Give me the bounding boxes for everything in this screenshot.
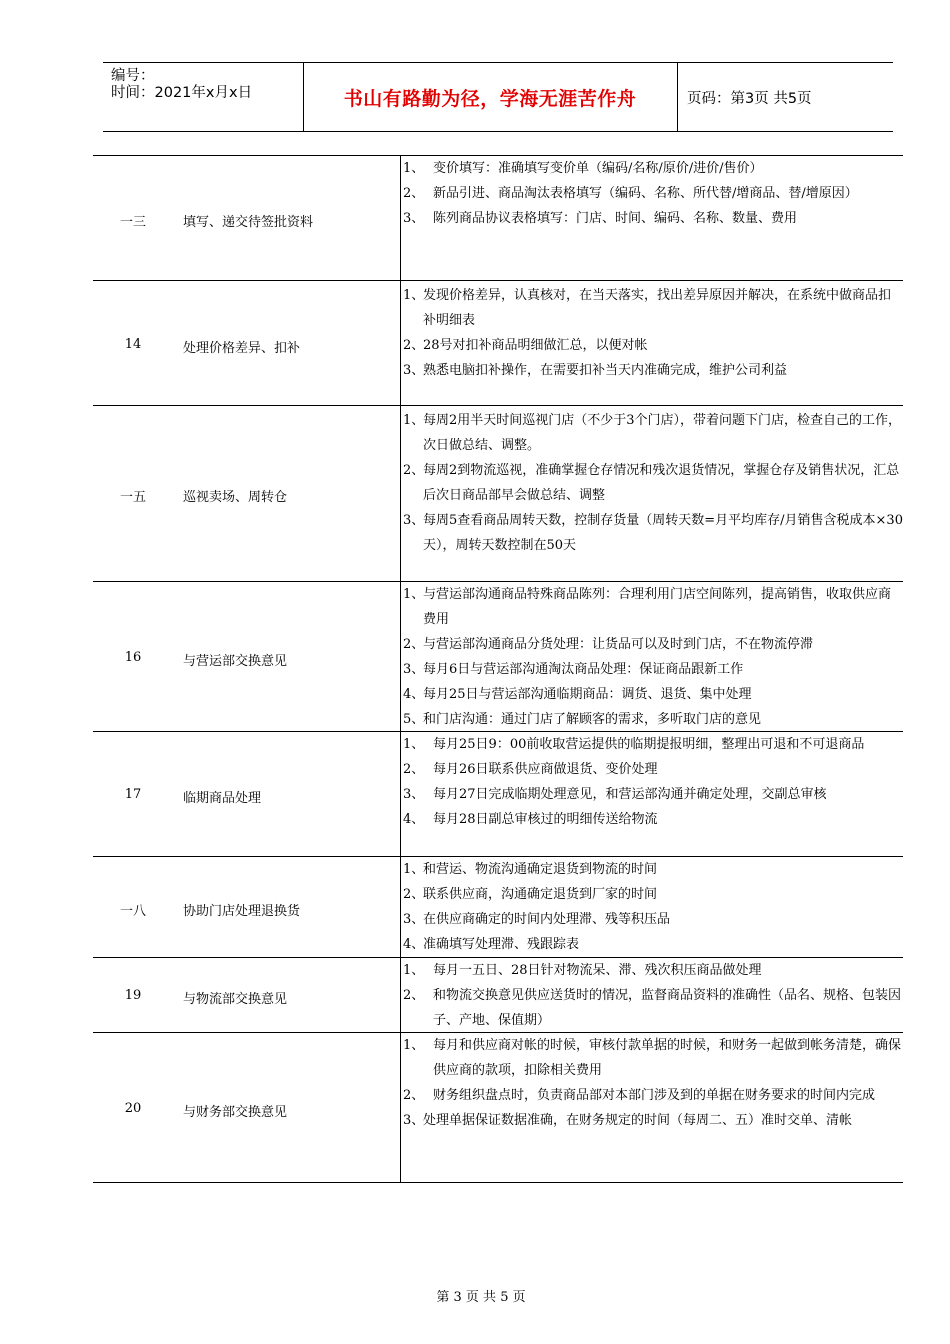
list-item: 2、 联系供应商，沟通确定退货到厂家的时间 — [403, 887, 658, 902]
list-item: 1、 与营运部沟通商品特殊商品陈列：合理利用门店空间陈列，提高销售，收取供应商费用 — [403, 587, 892, 627]
row-number: 16 — [124, 650, 142, 665]
list-item: 3、 每月27日完成临期处理意见，和营运部沟通并确定处理，交副总审核 — [403, 787, 827, 802]
page-footer: 第 3 页 共 5 页 — [436, 1290, 526, 1305]
list-item: 3、 熟悉电脑扣补操作，在需要扣补当天内准确完成，维护公司利益 — [403, 363, 788, 378]
column-divider — [400, 1033, 401, 1182]
page-number-label: 页码：第3页 共5页 — [687, 90, 812, 107]
table-row — [93, 406, 903, 581]
table-row — [93, 582, 903, 731]
column-divider — [400, 958, 401, 1032]
row-number: 20 — [124, 1101, 142, 1116]
list-item: 1、 和营运、物流沟通确定退货到物流的时间 — [403, 862, 658, 877]
row-task: 巡视卖场、周转仓 — [183, 490, 288, 505]
header-left — [111, 68, 301, 102]
list-item: 3、 每月6日与营运部沟通淘汰商品处理：保证商品跟新工作 — [403, 662, 744, 677]
row-number: 一五 — [119, 490, 146, 505]
list-item: 2、 28号对扣补商品明细做汇总，以便对帐 — [403, 338, 648, 353]
table-row — [93, 156, 903, 280]
column-divider — [400, 582, 401, 731]
list-item: 3、 处理单据保证数据准确，在财务规定的时间（每周二、五）准时交单、清帐 — [403, 1113, 853, 1128]
column-divider — [400, 857, 401, 957]
list-item: 1、 每月一五日、28日针对物流呆、滞、残次积压商品做处理 — [403, 963, 762, 978]
header-divider — [677, 63, 678, 131]
table-rule — [93, 1182, 903, 1183]
row-number: 17 — [124, 787, 142, 802]
row-number: 一八 — [119, 904, 146, 919]
row-items — [403, 408, 903, 558]
row-task: 与财务部交换意见 — [183, 1105, 288, 1120]
table-row — [93, 281, 903, 405]
list-item: 2、 每周2到物流巡视，准确掌握仓存情况和残次退货情况，掌握仓存及销售状况，汇总后次日商品部早会做总结、调整 — [403, 463, 900, 503]
table-row — [93, 857, 903, 957]
table-row — [93, 732, 903, 856]
row-items — [403, 857, 903, 957]
list-item: 2、 财务组织盘点时，负责商品部对本部门涉及到的单据在财务要求的时间内完成 — [403, 1088, 876, 1103]
list-item: 5、 和门店沟通：通过门店了解顾客的需求，多听取门店的意见 — [403, 712, 762, 727]
header-motto: 书山有路勤为径，学海无涯苦作舟 — [343, 87, 637, 110]
table-row — [93, 1033, 903, 1182]
list-item: 3、 在供应商确定的时间内处理滞、残等积压品 — [403, 912, 671, 927]
row-task: 与营运部交换意见 — [183, 654, 288, 669]
row-number: 一三 — [119, 215, 146, 230]
row-task: 处理价格差异、扣补 — [183, 341, 301, 356]
row-items — [403, 582, 903, 732]
list-item: 3、 每周5查看商品周转天数，控制存货量（周转天数=月平均库存/月销售含税成本×30天），周转天数控制在50天 — [403, 513, 903, 553]
list-item: 1、 每月和供应商对帐的时候，审核付款单据的时候，和财务一起做到帐务清楚，确保供应商的款项，扣除相关费用 — [403, 1038, 902, 1078]
row-number: 19 — [124, 988, 142, 1003]
list-item: 4、 准确填写处理滞、残跟踪表 — [403, 937, 580, 952]
column-divider — [400, 156, 401, 280]
list-item: 4、 每月28日副总审核过的明细传送给物流 — [403, 812, 658, 827]
column-divider — [400, 732, 401, 856]
document-time: 时间：2021年x月x日 — [111, 85, 253, 101]
list-item: 2、 每月26日联系供应商做退货、变价处理 — [403, 762, 658, 777]
list-item: 2、 新品引进、商品淘汰表格填写（编码、名称、所代替/增商品、替/增原因） — [403, 186, 858, 201]
list-item: 1、 每月25日9：00前收取营运提供的临期提报明细，整理出可退和不可退商品 — [403, 737, 865, 752]
row-number: 14 — [124, 337, 142, 352]
row-task: 临期商品处理 — [183, 791, 262, 806]
column-divider — [400, 406, 401, 581]
row-items — [403, 283, 903, 383]
table-row — [93, 958, 903, 1032]
row-task: 协助门店处理退换货 — [183, 904, 301, 919]
row-items — [403, 958, 903, 1033]
row-items — [403, 1033, 903, 1133]
list-item: 2、 和物流交换意见供应送货时的情况，监督商品资料的准确性（品名、规格、包装因子、产地、保值期） — [403, 988, 902, 1028]
list-item: 2、 与营运部沟通商品分货处理：让货品可以及时到门店，不在物流停滞 — [403, 637, 814, 652]
row-task: 填写、递交待签批资料 — [183, 215, 314, 230]
page-header — [103, 62, 893, 132]
list-item: 1、 变价填写：准确填写变价单（编码/名称/原价/进价/售价） — [403, 161, 763, 176]
list-item: 1、 发现价格差异，认真核对，在当天落实，找出差异原因并解决，在系统中做商品扣补明细表 — [403, 288, 892, 328]
column-divider — [400, 281, 401, 405]
document-code-label: 编号： — [111, 68, 155, 84]
row-task: 与物流部交换意见 — [183, 992, 288, 1007]
list-item: 4、 每月25日与营运部沟通临期商品：调货、退货、集中处理 — [403, 687, 752, 702]
row-items — [403, 156, 903, 231]
list-item: 1、 每周2用半天时间巡视门店（不少于3个门店），带着问题下门店，检查自己的工作，次日做总结、调整。 — [403, 413, 902, 453]
row-items — [403, 732, 903, 832]
list-item: 3、 陈列商品协议表格填写：门店、时间、编码、名称、数量、费用 — [403, 211, 798, 226]
